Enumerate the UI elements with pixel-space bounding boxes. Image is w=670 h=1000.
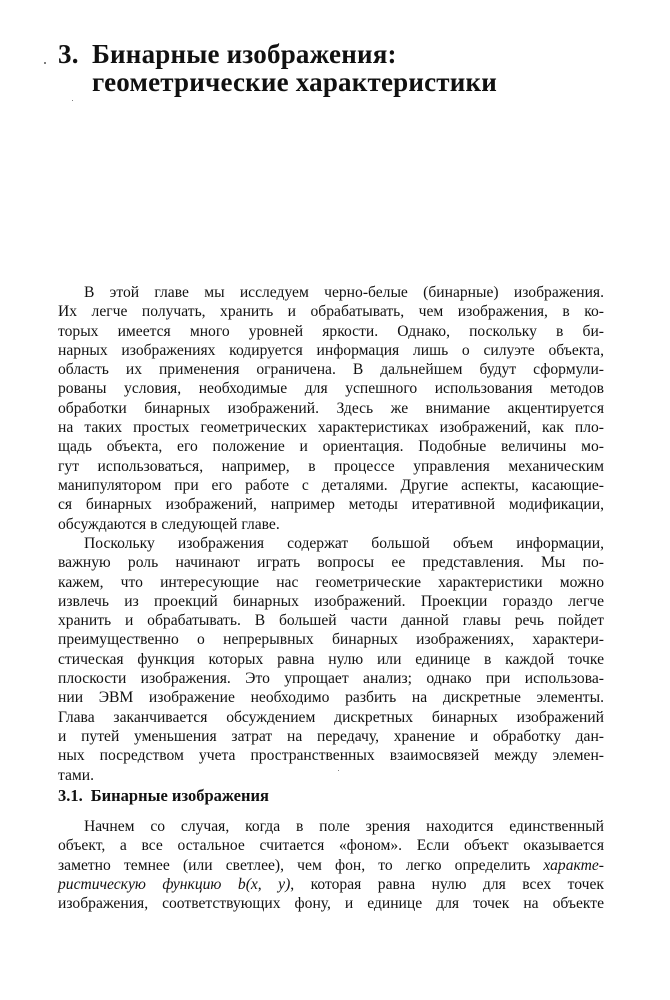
text-line: Начнем со случая, когда в поле зрения находится единственный <box>84 818 604 835</box>
section-heading <box>58 786 269 806</box>
text-line: манипулятором при его работе с деталями. Другие аспекты, касающие- <box>58 476 604 494</box>
chapter-title-line-2: геометрические характеристики <box>92 67 498 97</box>
section-number: 3.1. <box>58 786 83 805</box>
text-line <box>58 875 604 894</box>
section-paragraph-1 <box>58 817 604 913</box>
section-title: Бинарные изображения <box>90 786 269 805</box>
chapter-title-line-1: Бинарные изображения: <box>92 39 397 69</box>
text-line: плоскости изображения. Это упрощает анализ; однако при использова- <box>58 670 604 688</box>
text-line: Глава заканчивается обсуждением дискретных бинарных изображений <box>58 708 604 726</box>
text-fragment: , которая равна нулю для всех точек <box>290 875 604 893</box>
scan-speck <box>44 62 46 64</box>
chapter-title <box>58 40 618 96</box>
intro-paragraph-2 <box>58 534 604 785</box>
text-line: область их применения ограничена. В дальнейшем будут сформули- <box>58 361 604 379</box>
text-line: на таких простых геометрических характеристиках изображений, как пло- <box>58 419 604 437</box>
term-characteristic-function-part-2: ристическую функцию <box>58 875 222 893</box>
text-line: ся бинарных изображений, например методы итеративной модификации, <box>58 496 604 514</box>
text-line: важную роль начинают играть вопросы ее представления. Мы по- <box>58 554 604 572</box>
text-line: нии ЭВМ изображение необходимо разбить на дискретные элементы. <box>58 689 604 707</box>
text-line: нарных изображениях кодируется информация лишь о силуэте объекта, <box>58 341 604 359</box>
text-line: гут использоваться, например, в процессе управления механическим <box>58 457 604 475</box>
text-line: объект, а все остальное считается «фоном». Если объект оказывается <box>58 837 604 855</box>
text-line <box>58 856 604 875</box>
text-line: преимущественно о непрерывных бинарных изображениях, характери- <box>58 631 604 649</box>
text-line: Их легче получать, хранить и обрабатывать, чем изображения, в ко- <box>58 303 604 321</box>
text-line: изображения, соответствующих фону, и единице для точек на объекте <box>58 895 604 913</box>
text-line: торых имеется много уровней яркости. Однако, поскольку в би- <box>58 322 604 340</box>
text-line: стическая функция которых равна нулю или единице в каждой точке <box>58 650 604 668</box>
text-line: обработки бинарных изображений. Здесь же внимание акцентируется <box>58 399 604 417</box>
text-line: обсуждаются в следующей главе. <box>58 515 280 533</box>
text-line: хранить и обрабатывать. В большей части данной главы речь пойдет <box>58 612 604 630</box>
chapter-number: 3. <box>58 39 79 69</box>
text-line: извлечь из проекций бинарных изображений. Проекции гораздо легче <box>58 592 604 610</box>
text-line: щадь объекта, его положение и ориентация. Подобные величины мо- <box>58 438 604 456</box>
text-line: кажем, что интересующие нас геометрические характеристики можно <box>58 573 604 591</box>
text-line: тами. <box>58 766 95 784</box>
text-line: В этой главе мы исследуем черно-белые (бинарные) изображения. <box>84 284 604 301</box>
scan-speck <box>72 100 73 101</box>
text-line: Поскольку изображения содержат большой объем информации, <box>84 535 604 552</box>
math-function-b: b(x, y) <box>237 875 291 893</box>
text-fragment: заметно темнее (или светлее), чем фон, то легко определить <box>58 856 544 874</box>
text-line: ных посредством учета пространственных взаимосвязей между элемен- <box>58 747 604 765</box>
intro-paragraph-1 <box>58 283 604 534</box>
text-line: рованы условия, необходимые для успешного использования методов <box>58 380 604 398</box>
text-line: и путей уменьшения затрат на передачу, хранение и обработку дан- <box>58 727 604 745</box>
term-characteristic-function-part-1: характе- <box>543 856 604 874</box>
